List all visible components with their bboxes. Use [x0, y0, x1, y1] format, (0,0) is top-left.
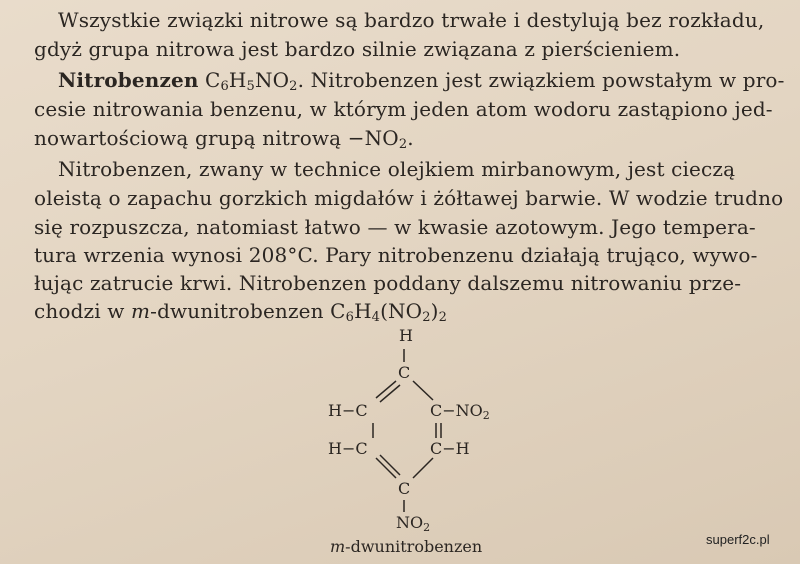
formula-h: H	[228, 68, 247, 92]
para3-line6-start: chodzi w	[34, 299, 132, 323]
atom-lower-right: C−H	[430, 439, 470, 458]
bond-top-left-a	[376, 381, 396, 398]
caption-italic-m: m	[330, 537, 346, 556]
para3-line6-sub3: 2	[422, 310, 431, 325]
bond-bottom-right	[413, 458, 433, 478]
para2-line3-sub: 2	[398, 137, 408, 152]
para3-line2: oleistą o zapachu gorzkich migdałów i żółtawej barwie. W wodzie trudno	[34, 186, 784, 210]
para3-line4: tura wrzenia wynosi 208°C. Pary nitrobenzenu działają trująco, wywo-	[34, 243, 758, 267]
para3-line6-sub2: 4	[371, 310, 381, 325]
para3-line6-italic-m: m	[131, 299, 151, 323]
formula-no: NO	[254, 68, 290, 92]
formula-no-sub: 2	[289, 79, 298, 94]
atom-bottom-no2	[396, 514, 430, 532]
para3-line3: się rozpuszcza, natomiast łatwo — w kwasie azotowym. Jego tempera-	[34, 215, 756, 239]
bond-top-left-b	[380, 385, 400, 402]
formula-h-sub: 5	[246, 79, 255, 94]
nitrobenzen-heading: Nitrobenzen	[58, 68, 199, 92]
atom-upper-right	[430, 402, 490, 420]
para3-line1: Nitrobenzen, zwany w technice olejkiem mirbanowym, jest cieczą	[58, 157, 736, 181]
para2-line2: cesie nitrowania benzenu, w którym jeden atom wodoru zastąpiono jed-	[34, 97, 773, 121]
atom-upper-left: H−C	[328, 401, 368, 420]
para2-line3-end: .	[407, 126, 414, 150]
para2-line3	[34, 125, 414, 151]
para3-line6-mid: -dwunitrobenzen C	[150, 299, 346, 323]
atom-upper-right-sub: 2	[482, 409, 490, 422]
watermark: superf2c.pl	[706, 532, 770, 547]
para3-line6-close: )	[430, 299, 439, 323]
para3-line6-h: H	[354, 299, 372, 323]
atom-bottom-c: C	[398, 479, 411, 498]
atom-top-c: C	[398, 363, 411, 382]
para3-line6-sub4: 2	[438, 310, 448, 325]
para2-line1	[58, 67, 785, 93]
para3-line6-sub1: 6	[345, 310, 355, 325]
atom-bottom-no2-sub: 2	[423, 521, 431, 534]
para1-line2: gdyż grupa nitrowa jest bardzo silnie związana z pierścieniem.	[34, 37, 681, 61]
para3-line6-paren: (NO	[380, 299, 423, 323]
atom-lower-left: H−C	[328, 439, 368, 458]
para2-line1-rest: . Nitrobenzen jest związkiem powstałym w pro-	[297, 68, 785, 92]
atom-upper-right-text: C−NO	[430, 401, 483, 420]
figure-caption	[330, 538, 482, 556]
para2-line3-text: nowartościową grupą nitrową −NO	[34, 126, 399, 150]
para1-line1: Wszystkie związki nitrowe są bardzo trwałe i destylują bez rozkładu,	[58, 8, 765, 32]
atom-top-h: H	[399, 326, 413, 345]
formula-c: C	[205, 68, 221, 92]
para3-line5: łując zatrucie krwi. Nitrobenzen poddany dalszemu nitrowaniu prze-	[34, 271, 742, 295]
caption-text: -dwunitrobenzen	[345, 537, 483, 556]
m-dinitrobenzene-structure	[318, 318, 528, 553]
bond-top-right	[413, 381, 433, 400]
atom-bottom-no2-text: NO	[396, 513, 424, 532]
formula-c-sub: 6	[220, 79, 229, 94]
